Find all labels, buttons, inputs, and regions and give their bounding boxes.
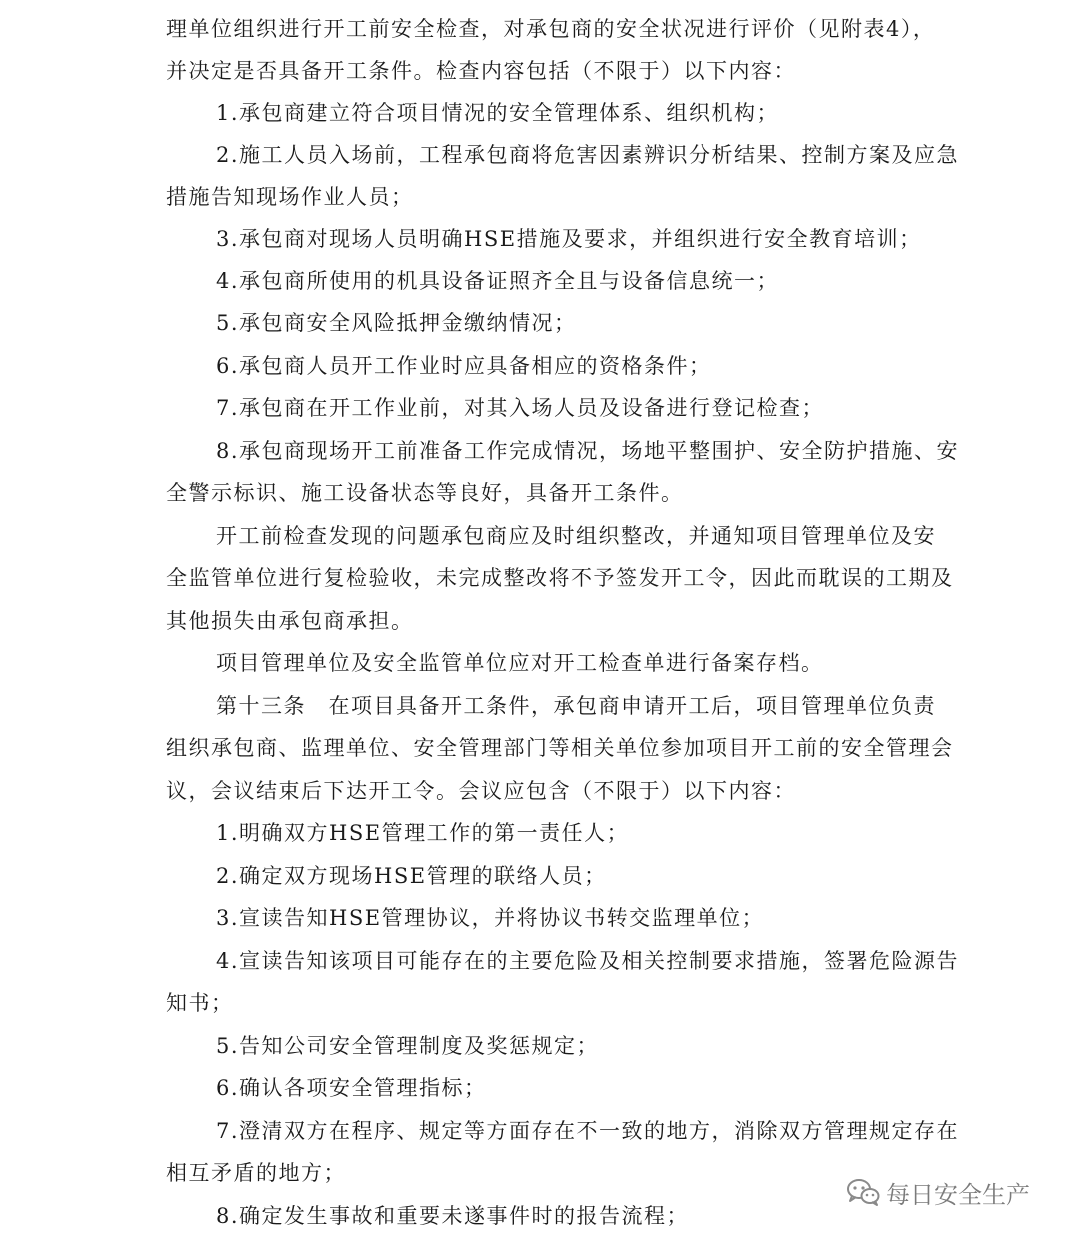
text-line: 全警示标识、施工设备状态等良好，具备开工条件。 bbox=[166, 481, 684, 505]
article-heading-line: 第十三条 在项目具备开工条件，承包商申请开工后，项目管理单位负责 bbox=[216, 694, 936, 718]
text-line: 全监管单位进行复检验收，未完成整改将不予签发开工令，因此而耽误的工期及 bbox=[166, 566, 954, 590]
list-item: 4.承包商所使用的机具设备证照齐全且与设备信息统一； bbox=[216, 269, 780, 293]
list-item: 8.承包商现场开工前准备工作完成情况，场地平整围护、安全防护措施、安 bbox=[216, 439, 960, 463]
list-item: 7.承包商在开工作业前，对其入场人员及设备进行登记检查； bbox=[216, 396, 825, 420]
paragraph-line: 开工前检查发现的问题承包商应及时组织整改，并通知项目管理单位及安 bbox=[216, 524, 936, 548]
text-line: 其他损失由承包商承担。 bbox=[166, 609, 414, 633]
text-line: 理单位组织进行开工前安全检查，对承包商的安全状况进行评价（见附表4）， bbox=[166, 17, 936, 41]
text-line: 并决定是否具备开工条件。检查内容包括（不限于）以下内容： bbox=[166, 59, 796, 83]
paragraph-line: 项目管理单位及安全监管单位应对开工检查单进行备案存档。 bbox=[216, 651, 824, 675]
text-line: 组织承包商、监理单位、安全管理部门等相关单位参加项目开工前的安全管理会 bbox=[166, 736, 954, 760]
list-item: 1.明确双方HSE管理工作的第一责任人； bbox=[216, 821, 630, 845]
text-line: 议，会议结束后下达开工令。会议应包含（不限于）以下内容： bbox=[166, 779, 796, 803]
list-item: 5.承包商安全风险抵押金缴纳情况； bbox=[216, 311, 577, 335]
list-item: 3.宣读告知HSE管理协议，并将协议书转交监理单位； bbox=[216, 906, 765, 930]
list-item: 3.承包商对现场人员明确HSE措施及要求，并组织进行安全教育培训； bbox=[216, 227, 922, 251]
list-item: 2.确定双方现场HSE管理的联络人员； bbox=[216, 864, 607, 888]
list-item: 4.宣读告知该项目可能存在的主要危险及相关控制要求措施，签署危险源告 bbox=[216, 949, 960, 973]
text-line: 知书； bbox=[166, 991, 234, 1015]
list-item: 1.承包商建立符合项目情况的安全管理体系、组织机构； bbox=[216, 101, 780, 125]
list-item: 5.告知公司安全管理制度及奖惩规定； bbox=[216, 1034, 600, 1058]
text-line: 措施告知现场作业人员； bbox=[166, 185, 414, 209]
wechat-icon bbox=[846, 1177, 880, 1207]
list-item: 6.确认各项安全管理指标； bbox=[216, 1076, 487, 1100]
list-item: 2.施工人员入场前，工程承包商将危害因素辨识分析结果、控制方案及应急 bbox=[216, 143, 960, 167]
list-item: 7.澄清双方在程序、规定等方面存在不一致的地方，消除双方管理规定存在 bbox=[216, 1119, 960, 1143]
text-line: 相互矛盾的地方； bbox=[166, 1161, 346, 1185]
watermark-text: 每日安全生产 bbox=[886, 1180, 1030, 1209]
list-item: 8.确定发生事故和重要未遂事件时的报告流程； bbox=[216, 1204, 690, 1228]
list-item: 6.承包商人员开工作业时应具备相应的资格条件； bbox=[216, 354, 712, 378]
watermark bbox=[846, 1172, 1030, 1212]
